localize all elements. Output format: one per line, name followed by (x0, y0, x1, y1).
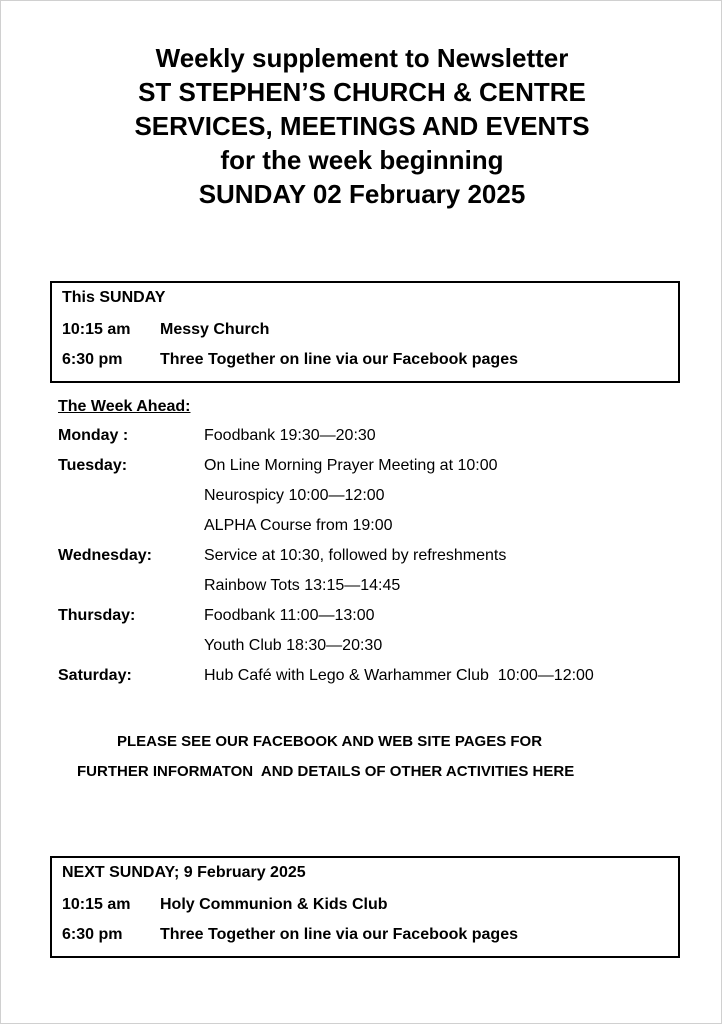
notice-line: FURTHER INFORMATON AND DETAILS OF OTHER ACTIVITIES HERE (77, 763, 575, 780)
week-event: Rainbow Tots 13:15—14:45 (204, 577, 401, 594)
title-line: SERVICES, MEETINGS AND EVENTS (134, 111, 590, 141)
next-sunday-heading: NEXT SUNDAY; 9 February 2025 (62, 864, 306, 881)
week-event: Youth Club 18:30—20:30 (204, 637, 383, 654)
service-time: 10:15 am (62, 896, 131, 913)
notice-line: PLEASE SEE OUR FACEBOOK AND WEB SITE PAGES FOR (117, 733, 543, 750)
next-sunday-box (50, 856, 680, 958)
title-line: ST STEPHEN’S CHURCH & CENTRE (138, 77, 586, 107)
week-row (58, 667, 698, 691)
week-day: Saturday: (58, 667, 132, 684)
service-time: 10:15 am (62, 321, 131, 338)
service-description: Holy Communion & Kids Club (160, 896, 388, 913)
title-line: for the week beginning (220, 145, 504, 175)
week-event: Foodbank 19:30—20:30 (204, 427, 376, 444)
week-row (58, 547, 698, 571)
week-row (58, 637, 698, 661)
week-event: Hub Café with Lego & Warhammer Club 10:00—12:00 (204, 667, 594, 684)
week-event: On Line Morning Prayer Meeting at 10:00 (204, 457, 498, 474)
week-event: Neurospicy 10:00—12:00 (204, 487, 385, 504)
service-time: 6:30 pm (62, 926, 123, 943)
week-event: ALPHA Course from 19:00 (204, 517, 393, 534)
week-row (58, 577, 698, 601)
title-line: SUNDAY 02 February 2025 (198, 179, 526, 209)
week-day: Wednesday: (58, 547, 152, 564)
week-row (58, 607, 698, 631)
this-sunday-box (50, 281, 680, 383)
week-event: Service at 10:30, followed by refreshments (204, 547, 507, 564)
service-description: Three Together on line via our Facebook pages (160, 926, 518, 943)
week-day: Thursday: (58, 607, 136, 624)
newsletter-title (1, 41, 722, 211)
service-time: 6:30 pm (62, 351, 123, 368)
service-description: Three Together on line via our Facebook pages (160, 351, 518, 368)
week-day: Tuesday: (58, 457, 128, 474)
week-row (58, 457, 698, 481)
week-day: Monday : (58, 427, 129, 444)
week-row (58, 427, 698, 451)
week-row (58, 487, 698, 511)
this-sunday-heading: This SUNDAY (62, 289, 166, 306)
week-ahead-heading: The Week Ahead: (58, 398, 191, 415)
week-row (58, 517, 698, 541)
title-line: Weekly supplement to Newsletter (155, 43, 569, 73)
week-event: Foodbank 11:00—13:00 (204, 607, 375, 624)
service-description: Messy Church (160, 321, 270, 338)
